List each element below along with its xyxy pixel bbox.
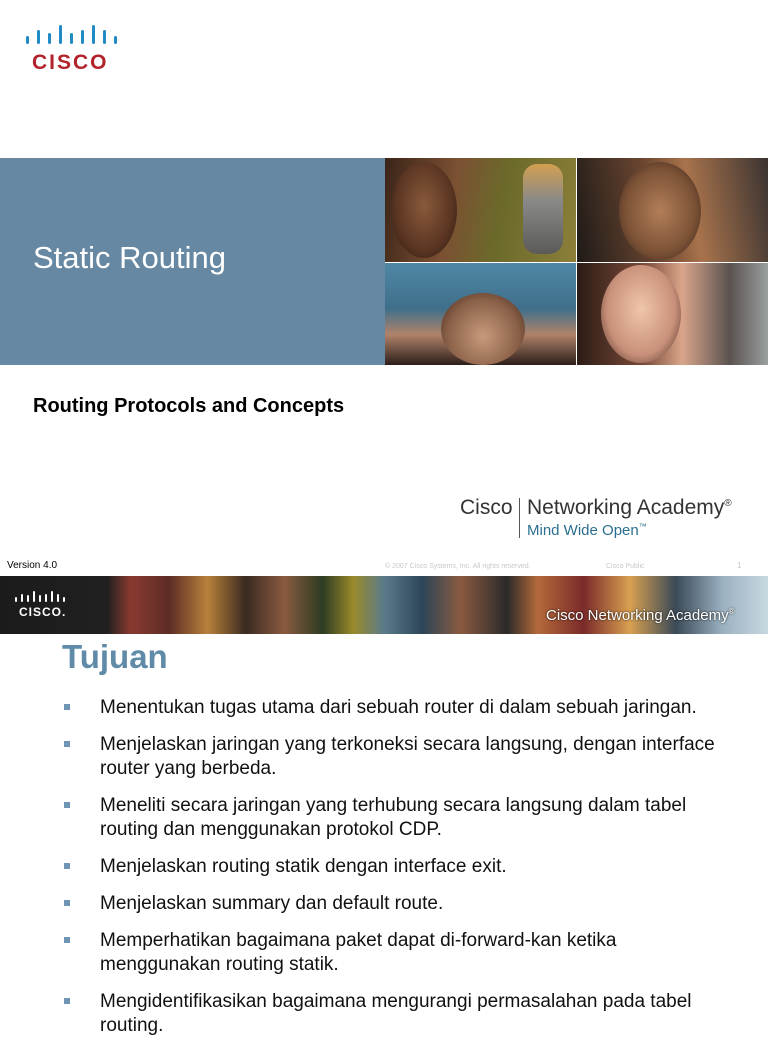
bullet-square-icon (64, 937, 70, 943)
photo-woman-smiling (577, 263, 768, 365)
list-item: Memperhatikan bagaimana paket dapat di-forward-kan ketika menggunakan routing statik. (62, 929, 742, 977)
academy-separator (519, 498, 520, 538)
objective-list (62, 696, 742, 1051)
bullet-square-icon (64, 704, 70, 710)
bullet-square-icon (64, 741, 70, 747)
list-item: Menjelaskan jaringan yang terkoneksi secara langsung, dengan interface router yang berbeda. (62, 733, 742, 781)
photo-man-smiling (577, 158, 768, 262)
slide-subtitle: Routing Protocols and Concepts (33, 395, 345, 417)
cisco-logo (24, 24, 120, 76)
cisco-bridge-logo-icon (24, 24, 120, 50)
photo-man-skateboard (385, 158, 576, 262)
bullet-square-icon (64, 998, 70, 1004)
academy-name: Networking Academy® (527, 496, 732, 519)
bullet-square-icon (64, 863, 70, 869)
list-item: Meneliti secara jaringan yang terhubung secara langsung dalam tabel routing dan menggunakan protokol CDP. (62, 794, 742, 842)
bullet-square-icon (64, 802, 70, 808)
version-label: Version 4.0 (7, 560, 58, 571)
banner-academy-text: Cisco Networking Academy® (546, 607, 735, 624)
classification-text: Cisco Public (606, 563, 645, 570)
networking-academy-logo (460, 496, 760, 542)
copyright-text: © 2007 Cisco Systems, Inc. All rights reserved. (385, 563, 531, 570)
cisco-wordmark: CISCO (32, 51, 109, 74)
list-item: Menentukan tugas utama dari sebuah router di dalam sebuah jaringan. (62, 696, 742, 720)
header-banner (0, 576, 768, 634)
content-slide (0, 576, 768, 1036)
title-band (0, 158, 385, 365)
registered-mark: ® (728, 607, 735, 616)
list-item: Menjelaskan summary dan default route. (62, 892, 742, 916)
academy-cisco-text: Cisco (460, 496, 513, 519)
academy-tagline: Mind Wide Open™ (527, 522, 647, 539)
cisco-bridge-logo-icon (14, 590, 70, 604)
list-item: Menjelaskan routing statik dengan interface exit. (62, 855, 742, 879)
photo-collage (385, 158, 768, 365)
banner-cisco-logo (14, 590, 74, 626)
slide-heading: Tujuan (62, 638, 168, 675)
slide-footer (0, 558, 768, 576)
trademark-mark: ™ (638, 522, 647, 531)
bullet-square-icon (64, 900, 70, 906)
list-item: Mengidentifikasikan bagaimana mengurangi permasalahan pada tabel routing. (62, 990, 742, 1038)
slide-title: Static Routing (33, 240, 226, 275)
page-number: 1 (737, 561, 742, 570)
registered-mark: ® (724, 498, 732, 509)
photo-person-hood (385, 263, 576, 365)
banner-cisco-wordmark: CISCO. (19, 605, 67, 619)
